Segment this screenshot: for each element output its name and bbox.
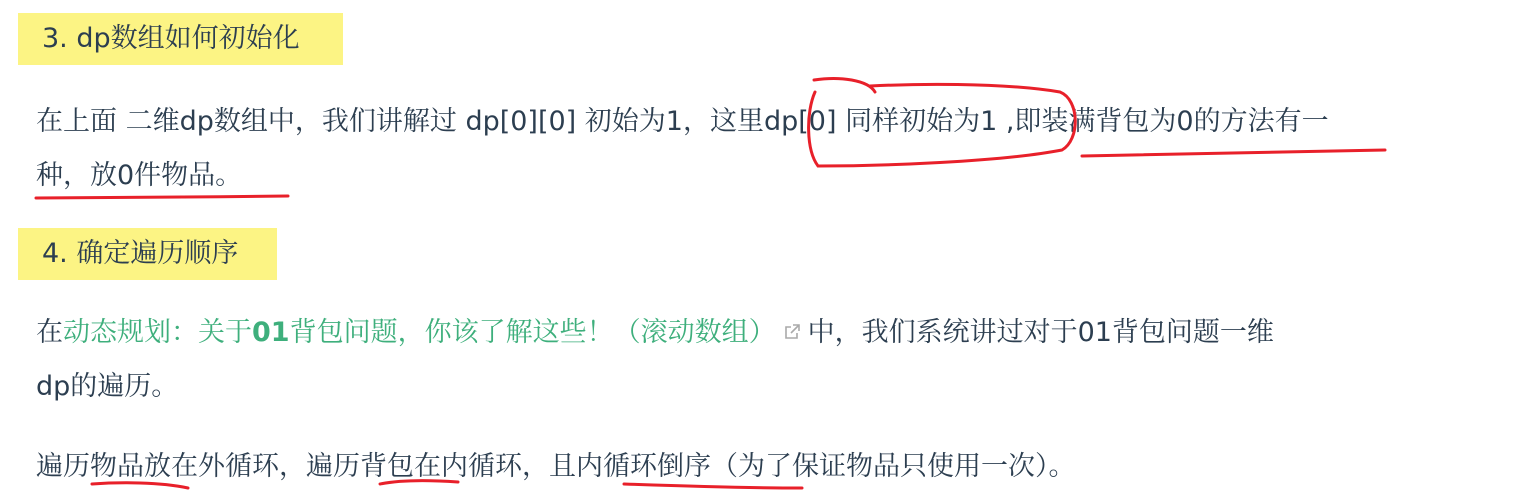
article-link-text-part-2[interactable]: 背包问题，你该了解这些！（滚动数组） [289,317,776,348]
section-4-heading: 4. 确定遍历顺序 [18,228,277,280]
section-3-heading: 3. dp数组如何初始化 [18,13,343,65]
paragraph-suffix: 中，我们系统讲过对于01背包问题一维 [807,317,1274,348]
paragraph-prefix: 在 [36,317,63,348]
article-link-text-bold[interactable]: 01 [252,317,290,348]
section-3-paragraph-line-1: 在上面 二维dp数组中，我们讲解过 dp[0][0] 初始为1，这里dp[0] 同样初始为1 ,即装满背包为0的方法有一 [36,106,1329,137]
section-4-paragraph-1-line-1 [36,306,1274,360]
article-link-text-part-1[interactable]: 动态规划：关于 [63,317,252,348]
external-link-icon[interactable] [782,322,802,342]
annotation-underline-line1 [1082,150,1385,156]
section-4-paragraph-1-line-2: dp的遍历。 [36,371,179,402]
section-3-paragraph-line-2: 种，放0件物品。 [36,160,243,191]
section-4-paragraph-2: 遍历物品放在外循环，遍历背包在内循环，且内循环倒序（为了保证物品只使用一次）。 [36,451,1076,482]
article-link[interactable] [63,317,808,348]
